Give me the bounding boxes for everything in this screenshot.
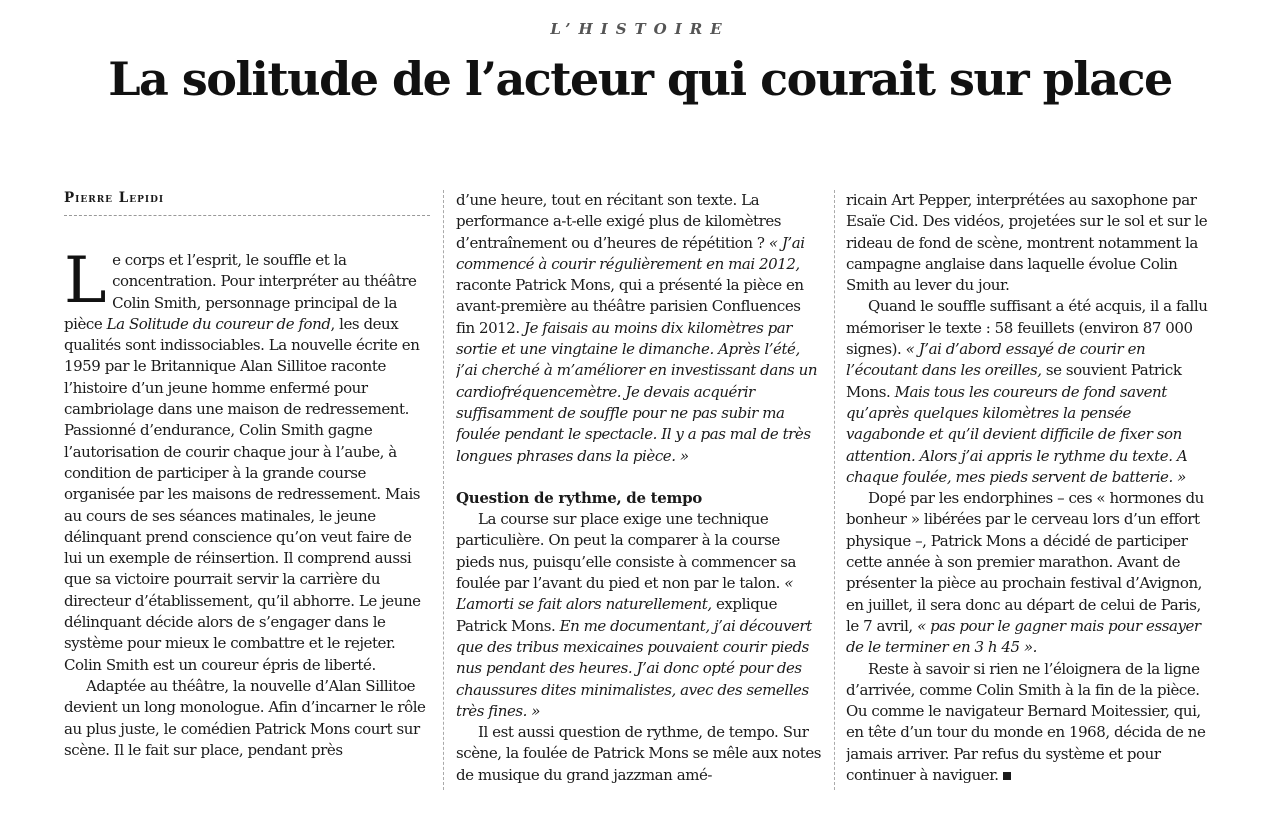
paragraph — [64, 244, 430, 676]
end-of-article-icon — [1003, 772, 1011, 780]
paragraph — [456, 190, 822, 467]
quote: « J’ai d’abord essayé de courir en l’écoutant dans les oreilles, — [846, 340, 1146, 380]
quote: En me documentant, j’ai découvert que des tribus mexicaines pouvaient courir pieds nus pendant des heures. J’ai donc opté pour des chaussures dites minimalistes, avec des semelles très fines. » — [456, 616, 812, 720]
column-divider — [443, 190, 444, 790]
paragraph — [846, 659, 1212, 787]
text-run: , les deux qualités sont indissociables. La nouvelle écrite en 1959 par le Britannique Alan Sillitoe raconte l’histoire d’un jeune homme enfermé pour cambriolage dans une maison de redressement. Passionné d’endurance, Colin Smith gagne l’autorisation de courir chaque jour à l’aube, à condition de participer à la grande course organisée par les maisons de redressement. Mais au cours de ses séances matinales, le jeune délinquant prend conscience qu’on veut faire de lui un exemple de réinsertion. Il comprend aussi que sa victoire pourrait servir la carrière du directeur d’établissement, qu’il abhorre. Le jeune délinquant décide alors de s’engager dans le système pour mieux le combattre et le rejeter. Colin Smith est un coureur épris de liberté. — [64, 314, 421, 674]
quote: Mais tous les coureurs de fond savent qu’après quelques kilomètres la pensée vagabonde et qu’il devient difficile de fixer son attention. Alors j’ai appris le rythme du texte. A chaque foulée, mes pieds servent de batterie. » — [846, 382, 1188, 486]
article-headline: La solitude de l’acteur qui courait sur place — [108, 52, 1172, 106]
quote: « J’ai commencé à courir régulièrement en mai 2012, — [456, 233, 805, 273]
paragraph: ricain Art Pepper, interprétées au saxophone par Esaïe Cid. Des vidéos, projetées sur le sol et sur le rideau de fond de scène, montrent notamment la campagne anglaise dans laquelle évolue Colin Smith au lever du jour. — [846, 191, 1208, 295]
quote: Je faisais au moins dix kilomètres par sortie et une vingtaine le dimanche. Après l’été, j’ai cherché à m’améliorer en investissant dans un cardiofréquencemètre. Je devais acquérir suffisamment de souffle pour ne pas subir ma foulée pendant le spectacle. Il y a pas mal de très longues phrases dans la pièce. » — [456, 318, 818, 465]
text-run: Reste à savoir si rien ne l’éloignera de la ligne d’arrivée, comme Colin Smith à la fin de la pièce. Ou comme le navigateur Bernard Moitessier, qui, en tête d’un tour du monde en 1968, décida de ne jamais arriver. Par refus du système et pour continuer à naviguer. — [846, 659, 1206, 785]
paragraph — [846, 296, 1212, 488]
paragraph — [456, 509, 822, 722]
text-run: Quand le souffle suffisant a été acquis, il a fallu mémoriser le texte : 58 feuillets (environ 87 000 signes). — [846, 297, 1208, 359]
drop-cap: L — [64, 244, 107, 318]
text-run: raconte Patrick Mons, qui a présenté la pièce en avant-première au théâtre parisien Confluences fin 2012. — [456, 276, 804, 337]
text-run: e corps et l’esprit, le souffle et la concentration. Pour interpréter au théâtre Colin Smith, personnage principal de la pièce — [64, 251, 417, 333]
article-column-3 — [846, 190, 1212, 815]
text-run: se souvient Patrick Mons. — [846, 361, 1182, 401]
article-column-1 — [64, 190, 430, 815]
paragraph — [846, 488, 1212, 658]
paragraph: Adaptée au théâtre, la nouvelle d’Alan Sillitoe devient un long monologue. Afin d’incarner le rôle au plus juste, le comédien Patrick Mons court sur scène. Il le fait sur place, pendant près — [64, 676, 426, 759]
byline: Pierre Lepidi — [64, 190, 430, 216]
text-run: La course sur place exige une technique particulière. On peut la comparer à la course pieds nus, puisqu’elle consiste à commencer sa foulée par l’avant du pied et non par le talon. — [456, 510, 797, 593]
section-kicker: L’HISTOIRE — [550, 20, 730, 38]
book-title: La Solitude du coureur de fond — [106, 314, 331, 333]
column-divider — [834, 190, 835, 790]
quote: « pas pour le gagner mais pour essayer de le terminer en 3 h 45 ». — [846, 616, 1201, 657]
paragraph: Il est aussi question de rythme, de tempo. Sur scène, la foulée de Patrick Mons se mêle aux notes de musique du grand jazzman amé- — [456, 723, 822, 784]
text-run: d’une heure, tout en récitant son texte. La performance a-t-elle exigé plus de kilomètres d’entraînement ou d’heures de répétition ? — [456, 191, 781, 252]
subheading: Question de rythme, de tempo — [456, 488, 702, 507]
article-column-2 — [456, 190, 822, 815]
quote: « L’amorti se fait alors naturellement, — [456, 574, 793, 614]
text-run: explique Patrick Mons. — [456, 595, 778, 635]
text-run: Dopé par les endorphines – ces « hormones du bonheur » libérées par le cerveau lors d’un effort physique –, Patrick Mons a décidé de participer cette année à son premier marathon. Avant de présenter la pièce au prochain festival d’Avignon, en juillet, il sera donc au départ de celui de Paris, le 7 avril, — [846, 489, 1204, 635]
